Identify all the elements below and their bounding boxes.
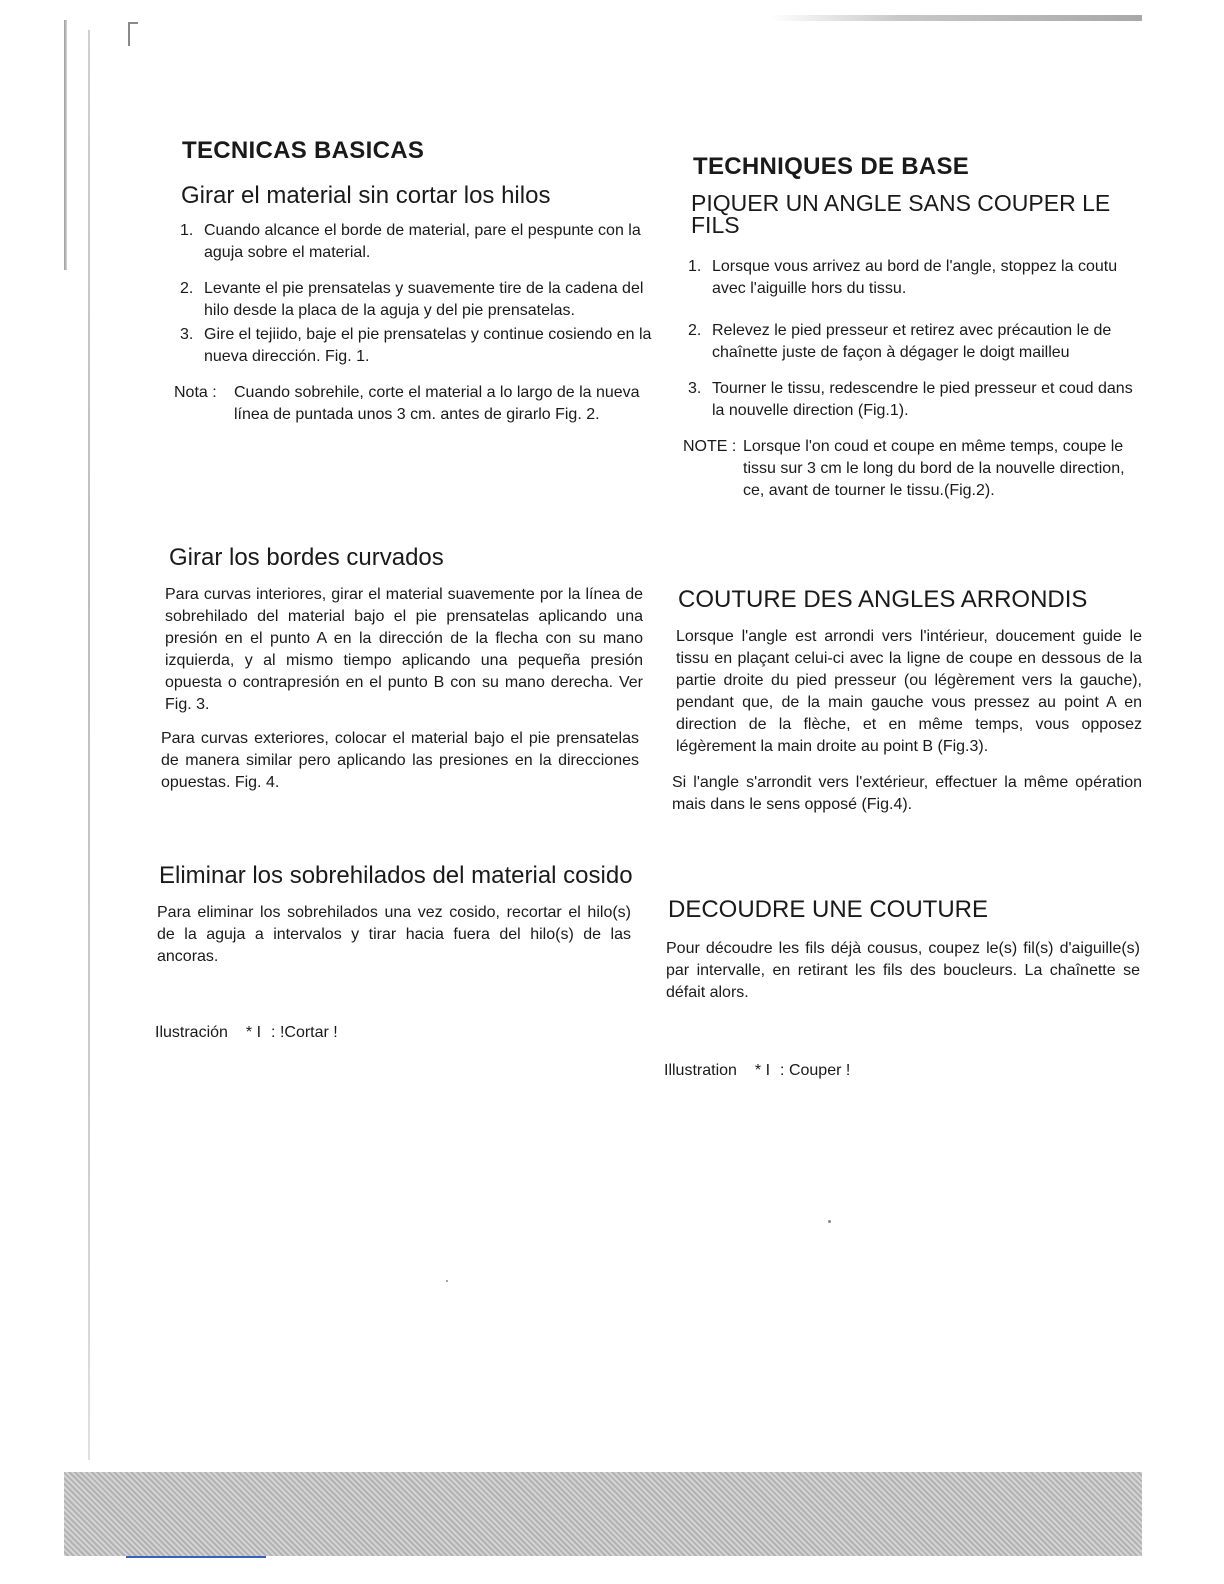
fr-section1-heading: PIQUER UN ANGLE SANS COUPER LE FILS: [691, 190, 1111, 238]
list-item-number: 3.: [180, 326, 194, 343]
top-scan-rule: [770, 15, 1142, 21]
list-item-number: 1.: [180, 222, 194, 239]
bottom-blue-rule: [126, 1556, 266, 1558]
list-item-number: 3.: [688, 380, 702, 397]
list-item-text: Relevez le pied presseur et retirez avec précaution le de chaînette juste de façon à dégager le doigt mailleu: [712, 322, 1112, 361]
bottom-scan-band: [64, 1472, 1142, 1556]
list-item-text: Levante el pie prensatelas y suavemente tire de la cadena del hilo desde la placa de la aguja y del pie prensatelas.: [204, 280, 644, 319]
fr-note: [683, 436, 1142, 502]
note-text: Cuando sobrehile, corte el material a lo largo de la nueva línea de puntada unos 3 cm. antes de girarlo Fig. 2.: [234, 384, 640, 423]
list-item-text-inner: Lorsque vous arrivez au bord de l'angle, stoppez la coutu avec l'aiguille hors du tissu.: [712, 258, 1118, 297]
list-item: [180, 324, 655, 368]
scan-edge-shadow: [64, 20, 67, 270]
list-item: [688, 256, 1142, 300]
illustration-text: : !Cortar !: [271, 1024, 338, 1041]
scan-speck: [828, 1220, 831, 1223]
scan-speck: [446, 1280, 448, 1282]
es-section3-para: Para eliminar los sobrehilados una vez cosido, recortar el hilo(s) de la aguja a intervalos y tirar hacia fuera del hilo(s) de las ancoras.: [157, 904, 631, 965]
fr-section1-list: [688, 256, 1142, 422]
fr-section3-para: Pour découdre les fils déjà cousus, coupez le(s) fil(s) d'aiguille(s) par intervalle, en retirant les fils des boucleurs. La chaînette se défait alors.: [666, 940, 1140, 1001]
fr-page-title: TECHNIQUES DE BASE: [693, 153, 970, 180]
es-illustration-caption: [155, 1022, 655, 1044]
note-label: Nota :: [174, 384, 217, 401]
illustration-marker: * I: [245, 1024, 262, 1041]
fr-section3-heading: DECOUDRE UNE COUTURE: [668, 896, 989, 923]
list-item-text: [712, 256, 1142, 300]
list-item-number: 2.: [688, 322, 702, 339]
es-section2-para2: Para curvas exteriores, colocar el material bajo el pie prensatelas de manera similar pero aplicando las presiones en la direcciones opuestas. Fig. 4.: [161, 730, 639, 791]
illustration-label: Ilustración: [155, 1024, 228, 1041]
note-text: Lorsque l'on coud et coupe en même temps, coupe le tissu sur 3 cm le long du bord de la nouvelle direction, ce, avant de tourner le tissu.(Fig.2).: [743, 438, 1125, 499]
fr-section2-heading: COUTURE DES ANGLES ARRONDIS: [678, 586, 1088, 613]
es-section1-heading: Girar el material sin cortar los hilos: [181, 182, 551, 209]
fr-section2-para1: Lorsque l'angle est arrondi vers l'intérieur, doucement guide le tissu en plaçant celui-ci avec la ligne de coupe en dessous de la partie droite du pied presseur (ou légèrement vers la gauche), pendant que, de la main gauche vous pressez au point A en direction de la flèche, et en même temps, vous opposez légèrement la main droite au point B (Fig.3).: [676, 628, 1142, 755]
fr-illustration-caption: [664, 1060, 1142, 1082]
illustration-marker: * I: [754, 1062, 771, 1079]
scan-corner-mark: [128, 22, 138, 46]
list-item: [688, 320, 1142, 364]
list-item: [180, 220, 655, 264]
french-column: [664, 150, 1142, 1082]
note-label: NOTE :: [683, 438, 737, 455]
es-page-title: TECNICAS BASICAS: [182, 137, 425, 164]
list-item-number: 2.: [180, 280, 194, 297]
list-item-number: 1.: [688, 258, 702, 275]
illustration-label: Illustration: [664, 1062, 737, 1079]
spanish-column: [155, 137, 655, 1044]
list-item-text: Tourner le tissu, redescendre le pied presseur et coud dans la nouvelle direction (Fig.1).: [712, 380, 1133, 419]
illustration-text: : Couper !: [780, 1062, 851, 1079]
list-item-text: Cuando alcance el borde de material, pare el pespunte con la aguja sobre el material.: [204, 222, 641, 261]
es-section3-heading: Eliminar los sobrehilados del material cosido: [159, 862, 633, 889]
list-item: [180, 278, 655, 322]
list-item: [688, 378, 1142, 422]
list-item-text: Gire el tejiido, baje el pie prensatelas y continue cosiendo en la nueva dirección. Fig. 1.: [204, 326, 652, 365]
scan-edge-line: [88, 30, 90, 1460]
es-note: [174, 382, 649, 426]
es-section1-list: [180, 220, 655, 368]
es-section2-heading: Girar los bordes curvados: [169, 544, 444, 571]
fr-section2-para2: Si l'angle s'arrondit vers l'extérieur, effectuer la même opération mais dans le sens opposé (Fig.4).: [672, 774, 1142, 813]
es-section2-para1: Para curvas interiores, girar el material suavemente por la línea de sobrehilado del material bajo el pie prensatelas aplicando una presión en el punto A en la dirección de la flecha con su mano izquierda, y al mismo tiempo aplicando una pequeña presión opuesta o contrapresión en el punto B con su mano derecha. Ver Fig. 3.: [165, 586, 643, 713]
